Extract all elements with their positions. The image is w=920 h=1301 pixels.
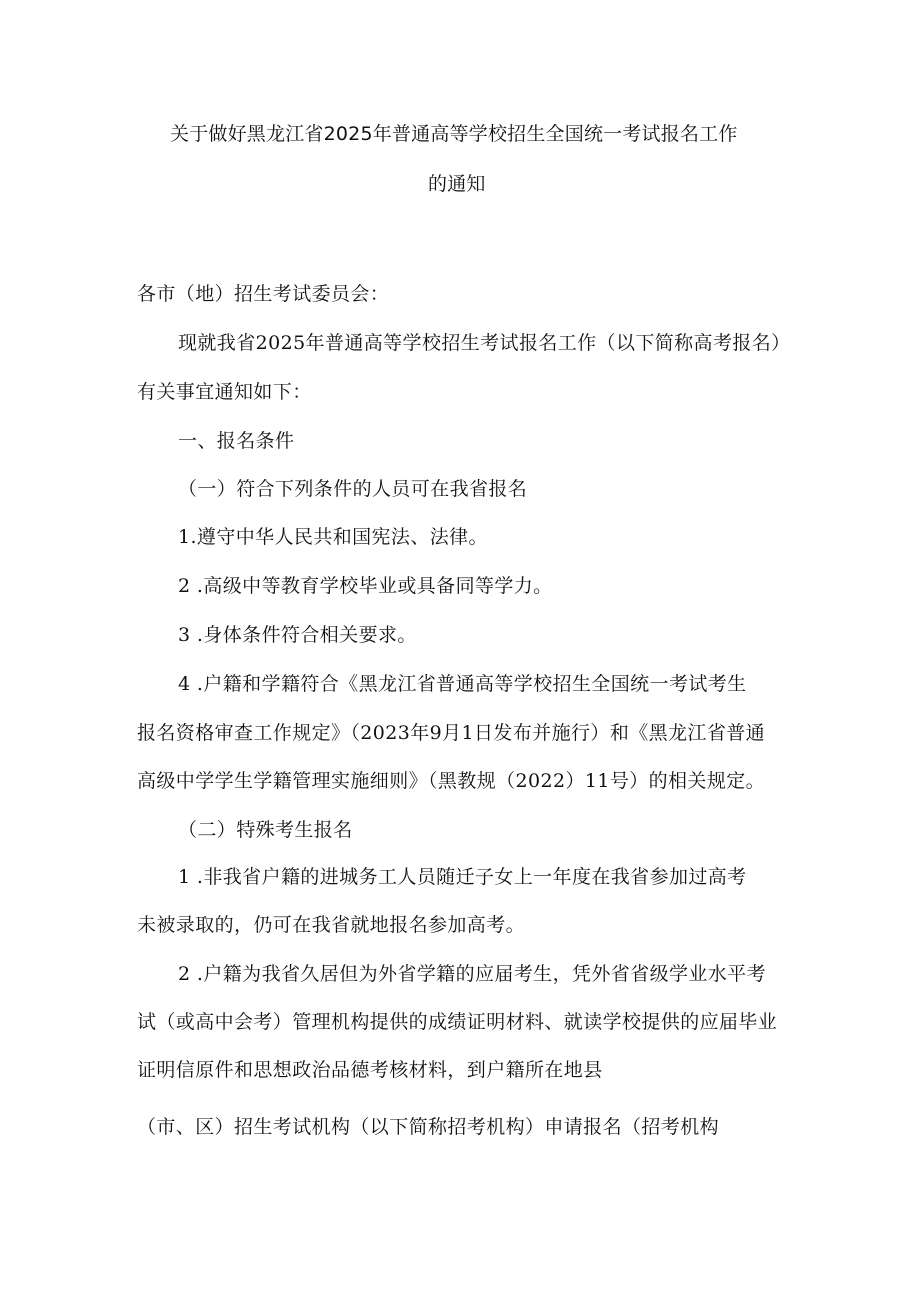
list-item-3: 3 .身体条件符合相关要求。	[178, 624, 417, 646]
title-line-1: 关于做好黑龙江省2025年普通高等学校招生全国统一考试报名工作	[170, 123, 738, 145]
special-item-1-line-1: 1 .非我省户籍的进城务工人员随迁子女上一年度在我省参加过高考	[178, 866, 747, 888]
list-item-1: 1.遵守中华人民共和国宪法、法律。	[178, 526, 488, 548]
continuation-line: （市、区）招生考试机构（以下简称招考机构）申请报名（招考机构	[137, 1116, 720, 1138]
list-item-4-line-2: 报名资格审查工作规定》（2023年9月1日发布并施行）和《黑龙江省普通	[137, 722, 766, 744]
salutation: 各市（地）招生考试委员会：	[137, 283, 390, 305]
list-item-4-line-1: 4 .户籍和学籍符合《黑龙江省普通高等学校招生全国统一考试考生	[178, 673, 747, 695]
special-item-2-line-2: 试（或高中会考）管理机构提供的成绩证明材料、就读学校提供的应届毕业	[137, 1011, 778, 1033]
special-item-1-line-2: 未被录取的，仍可在我省就地报名参加高考。	[137, 914, 526, 936]
intro-line-1: 现就我省2025年普通高等学校招生考试报名工作（以下简称高考报名）	[178, 332, 791, 354]
intro-line-2: 有关事宜通知如下：	[137, 381, 312, 403]
list-item-4-line-3: 高级中学学生学籍管理实施细则》（黑教规（2022）11号）的相关规定。	[137, 770, 766, 792]
subsection-heading-2: （二）特殊考生报名	[178, 819, 353, 841]
title-line-2: 的通知	[428, 173, 486, 195]
subsection-heading-1: （一）符合下列条件的人员可在我省报名	[178, 478, 528, 500]
special-item-2-line-3: 证明信原件和思想政治品德考核材料，到户籍所在地县	[137, 1059, 603, 1081]
list-item-2: 2 .高级中等教育学校毕业或具备同等学力。	[178, 575, 553, 597]
special-item-2-line-1: 2 .户籍为我省久居但为外省学籍的应届考生，凭外省省级学业水平考	[178, 963, 766, 985]
section-heading-1: 一、报名条件	[178, 430, 295, 452]
